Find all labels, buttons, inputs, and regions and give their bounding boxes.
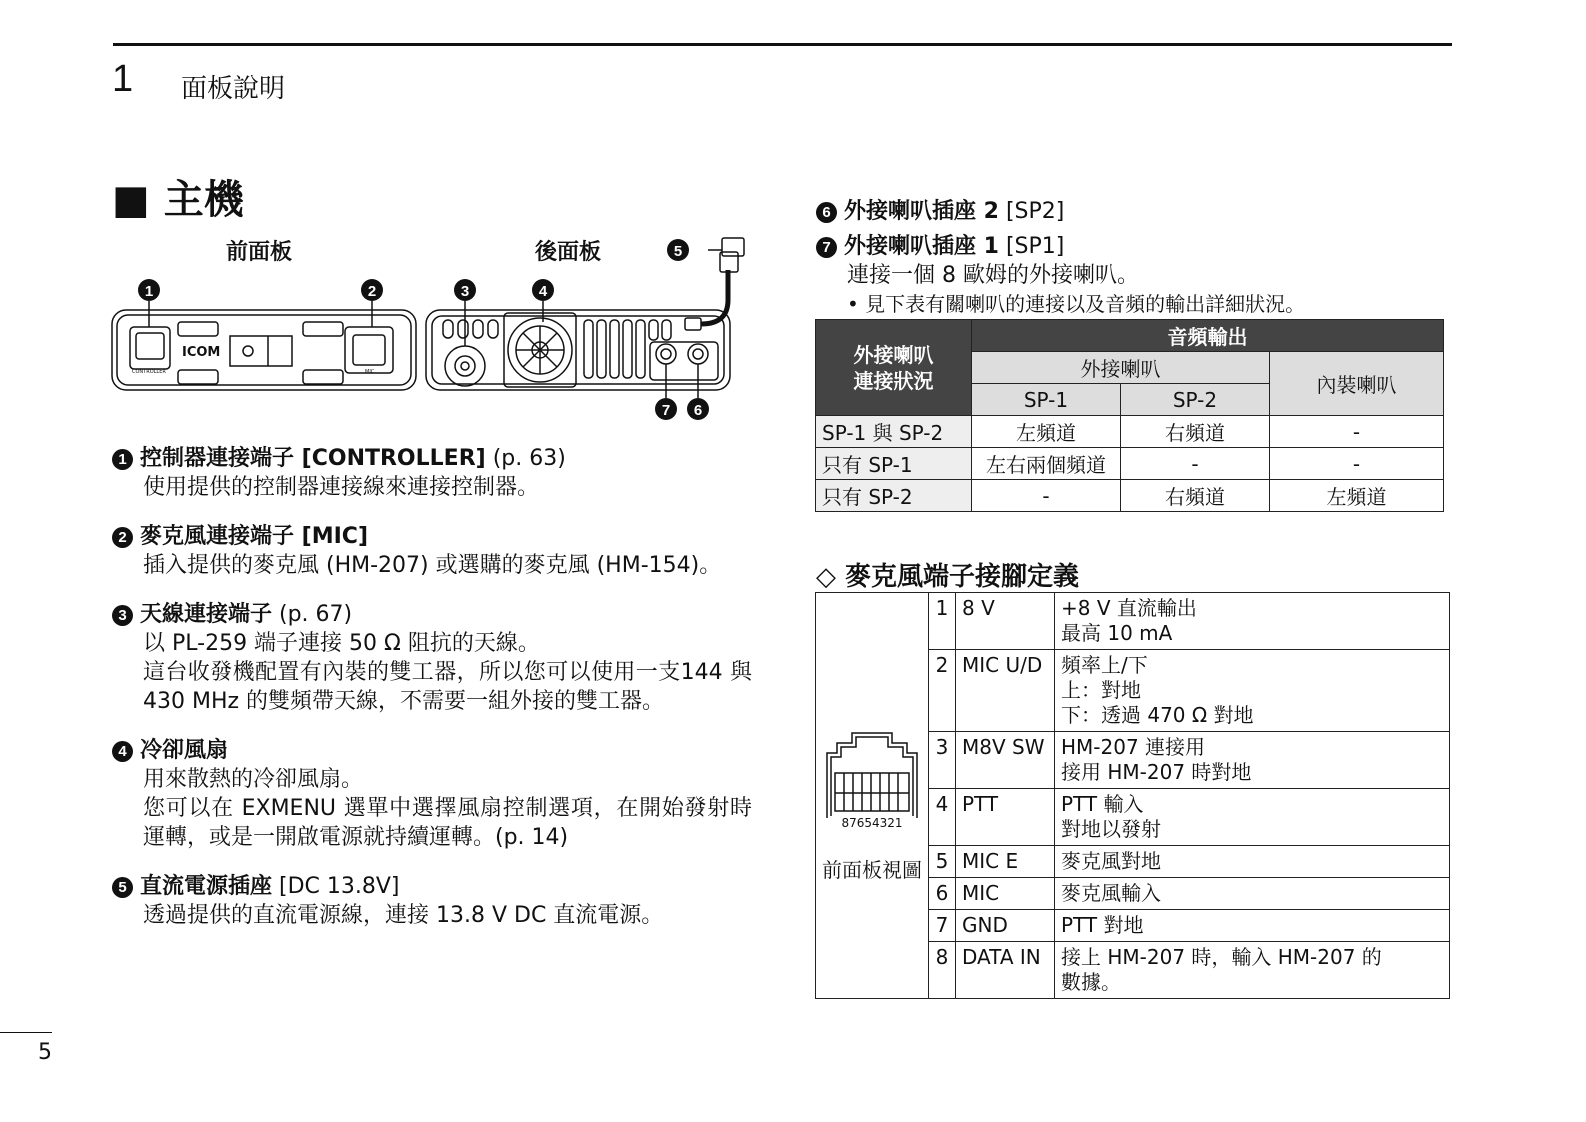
table-row: 只有 SP-2 - 右頻道 左頻道 <box>816 480 1444 512</box>
page-number: 5 <box>38 1040 52 1065</box>
table-row: SP-1 與 SP-2 左頻道 右頻道 - <box>816 416 1444 448</box>
panel-diagram <box>108 230 758 430</box>
pin-number-label: 87654321 <box>841 816 903 830</box>
mic-connector-view <box>816 593 929 999</box>
ext-speaker-header: 外接喇叭 <box>972 352 1270 384</box>
table-row: 8 DATA IN 接上 HM-207 時，輸入 HM-207 的 數據。 <box>816 942 1450 999</box>
front-panel-label: 前面板 <box>226 240 293 265</box>
speaker-note: • 見下表有關喇叭的連接以及音頻的輸出詳細狀況。 <box>847 292 1306 316</box>
item-controller: 1 控制器連接端子 [CONTROLLER] (p. 63) 使用提供的控制器連接線來連接控制器。 <box>112 444 752 502</box>
speaker-output-table <box>815 319 1444 512</box>
front-view-label: 前面板視圖 <box>822 858 922 882</box>
callout-1: 1 <box>144 283 154 300</box>
item-mic: 2 麥克風連接端子 [MIC] 插入提供的麥克風 (HM-207) 或選購的麥克風 (HM-154)。 <box>112 522 752 580</box>
mic-pin-title: ◇ 麥克風端子接腳定義 <box>816 562 1080 592</box>
sp2-header: SP-2 <box>1121 384 1270 416</box>
section-title: ■ 主機 <box>112 177 244 223</box>
chapter-number: 1 <box>112 58 134 100</box>
callout-6: 6 <box>693 402 703 419</box>
rear-panel-label: 後面板 <box>535 240 602 265</box>
item-dc-socket: 5 直流電源插座 [DC 13.8V] 透過提供的直流電源線，連接 13.8 V DC 直流電源。 <box>112 872 752 930</box>
table-row: 7 GND PTT 對地 <box>816 910 1450 942</box>
item-sp2: 6 外接喇叭插座 2 [SP2] <box>816 197 1456 226</box>
chapter-title: 面板說明 <box>181 74 286 104</box>
footer-rule <box>0 1032 52 1033</box>
mic-port <box>345 327 393 373</box>
icom-logo: ICOM <box>182 345 221 360</box>
antenna-connector <box>445 346 485 386</box>
header-rule <box>113 43 1452 46</box>
callout-5: 5 <box>673 243 683 260</box>
left-item-list <box>112 444 752 950</box>
rj45-connector-icon <box>817 708 927 838</box>
table-row: 2 MIC U/D 頻率上/下 上：對地 下：透過 470 Ω 對地 <box>816 650 1450 732</box>
front-panel-body <box>112 310 416 390</box>
table-row: 6 MIC 麥克風輸入 <box>816 878 1450 910</box>
audio-output-header: 音頻輸出 <box>972 320 1444 352</box>
dc-socket <box>685 318 701 330</box>
table-row: 3 M8V SW HM-207 連接用 接用 HM-207 時對地 <box>816 732 1450 789</box>
sp2-jack <box>656 344 676 364</box>
callout-4: 4 <box>538 283 548 300</box>
mic-label: MIC <box>365 369 375 375</box>
right-item-list <box>816 197 1456 319</box>
table-row: 只有 SP-1 左右兩個頻道 - - <box>816 448 1444 480</box>
table-row: 5 MIC E 麥克風對地 <box>816 846 1450 878</box>
sp1-header: SP-1 <box>972 384 1121 416</box>
item-antenna: 3 天線連接端子 (p. 67) 以 PL-259 端子連接 50 Ω 阻抗的天線。 這台收發機配置有內裝的雙工器，所以您可以使用一支144 與 430 MHz 的雙頻帶天線，不需要一組外接的雙工器。 <box>112 600 752 716</box>
item-fan: 4 冷卻風扇 用來散熱的冷卻風扇。 您可以在 EXMENU 選單中選擇風扇控制選項，在開始發射時運轉，或是一開啟電源就持續運轉。(p. 14) <box>112 736 752 852</box>
int-speaker-header: 內裝喇叭 <box>1270 352 1444 416</box>
callout-3: 3 <box>460 283 470 300</box>
callout-2: 2 <box>367 283 377 300</box>
sp1-jack <box>688 344 708 364</box>
item-sp1: 7 外接喇叭插座 1 [SP1] 連接一個 8 歐姆的外接喇叭。 • 見下表有關喇叭的連接以及音頻的輸出詳細狀況。 <box>816 232 1456 319</box>
mic-pin-table: 87654321 前面板視圖 1 8 V +8 V 直流輸出 最高 10 mA 2 MIC U/D 頻率上/下 上：對地 下：透過 470 Ω 對地 3 M8V SW HM-207 連接用 接用 HM-207 時對地 4 PTT PTT 輸入 對地以發射 5 MIC E 麥克風對地 6 MIC 麥克風輸入 7 GND PTT 對地 8 DATA IN 接上 HM-207 時，輸入 HM-207 的 數據。 <box>815 592 1450 999</box>
table-row: 4 PTT PTT 輸入 對地以發射 <box>816 789 1450 846</box>
controller-label: CONTROLLER <box>132 369 166 375</box>
corner-cell: 外接喇叭 連接狀況 <box>816 320 972 416</box>
callout-7: 7 <box>661 402 671 419</box>
